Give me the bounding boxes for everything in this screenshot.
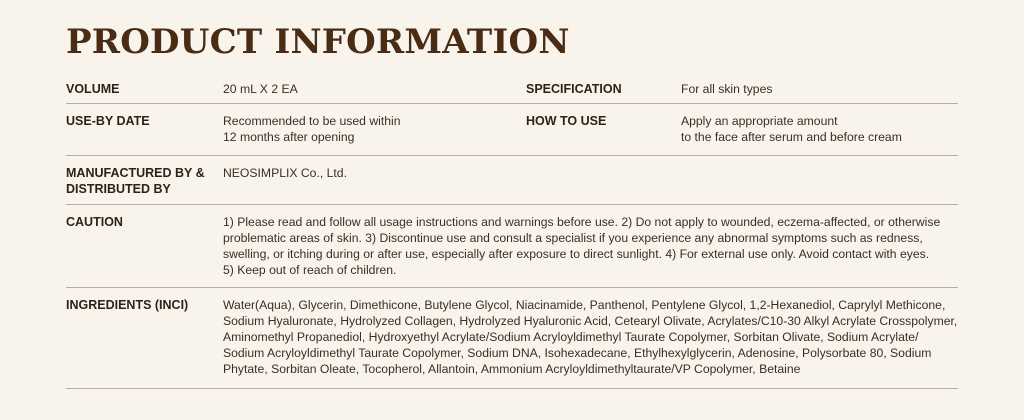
caution-line: swelling, or itching during or after use, especially after exposure to direct sunlight. 4) For external use only. Avoid contact with eyes. bbox=[223, 247, 930, 261]
specification-value: For all skin types bbox=[681, 82, 773, 96]
manufacturer-label-line: MANUFACTURED BY & bbox=[66, 166, 205, 180]
ingredients-line: Water(Aqua), Glycerin, Dimethicone, Butylene Glycol, Niacinamide, Panthenol, Pentylene Glycol, 1,2-Hexanediol, Caprylyl Methicone, bbox=[223, 298, 946, 312]
use-by-value bbox=[223, 113, 401, 145]
ingredients-line: Sodium Hyaluronate, Hydrolyzed Collagen, Hydrolyzed Hyaluronic Acid, Cetearyl Olivate, Acrylates/C10-30 Alkyl Acrylate Crosspolymer, bbox=[223, 314, 958, 328]
manufacturer-label-line: DISTRIBUTED BY bbox=[66, 182, 171, 196]
caution-label: CAUTION bbox=[66, 215, 123, 229]
use-by-line: Recommended to be used within bbox=[223, 114, 401, 128]
specification-label: SPECIFICATION bbox=[526, 82, 622, 96]
ingredients-label: INGREDIENTS (INCI) bbox=[66, 298, 189, 312]
row-ingredients bbox=[66, 288, 958, 389]
use-by-line: 12 months after opening bbox=[223, 130, 355, 144]
how-to-use-value bbox=[681, 113, 902, 145]
row-caution bbox=[66, 205, 958, 288]
use-by-label: USE-BY DATE bbox=[66, 114, 150, 128]
manufacturer-label bbox=[66, 165, 216, 197]
how-to-use-line: Apply an appropriate amount bbox=[681, 114, 838, 128]
caution-line: 5) Keep out of reach of children. bbox=[223, 263, 397, 277]
how-to-use-line: to the face after serum and before cream bbox=[681, 130, 902, 144]
caution-text bbox=[223, 214, 958, 278]
row-volume-specification bbox=[66, 72, 958, 104]
ingredients-line: Aminomethyl Propanediol, Hydroxyethyl Acrylate/Sodium Acryloyldimethyl Taurate Copolymer, Sorbitan Olivate, Sodium Acrylate/ bbox=[223, 330, 919, 344]
ingredients-line: Phytate, Sorbitan Oleate, Tocopherol, Allantoin, Ammonium Acryloyldimethyltaurate/VP Copolymer, Betaine bbox=[223, 362, 801, 376]
page-title: PRODUCT INFORMATION bbox=[66, 22, 570, 62]
row-use-by-how-to-use bbox=[66, 104, 958, 156]
caution-line: 1) Please read and follow all usage instructions and warnings before use. 2) Do not apply to wounded, eczema-affected, or otherwise bbox=[223, 215, 941, 229]
manufacturer-value: NEOSIMPLIX Co., Ltd. bbox=[223, 166, 347, 180]
ingredients-line: Sodium Acryloyldimethyl Taurate Copolymer, Sodium DNA, Isohexadecane, Ethylhexylglycerin, Adenosine, Polysorbate 80, Sodium bbox=[223, 346, 932, 360]
ingredients-text bbox=[223, 297, 958, 377]
volume-label: VOLUME bbox=[66, 82, 120, 96]
row-manufacturer bbox=[66, 156, 958, 205]
volume-value: 20 mL X 2 EA bbox=[223, 82, 298, 96]
info-table bbox=[66, 72, 958, 389]
how-to-use-label: HOW TO USE bbox=[526, 114, 607, 128]
caution-line: problematic areas of skin. 3) Discontinue use and consult a specialist if you experience any abnormal symptoms such as redness, bbox=[223, 231, 923, 245]
